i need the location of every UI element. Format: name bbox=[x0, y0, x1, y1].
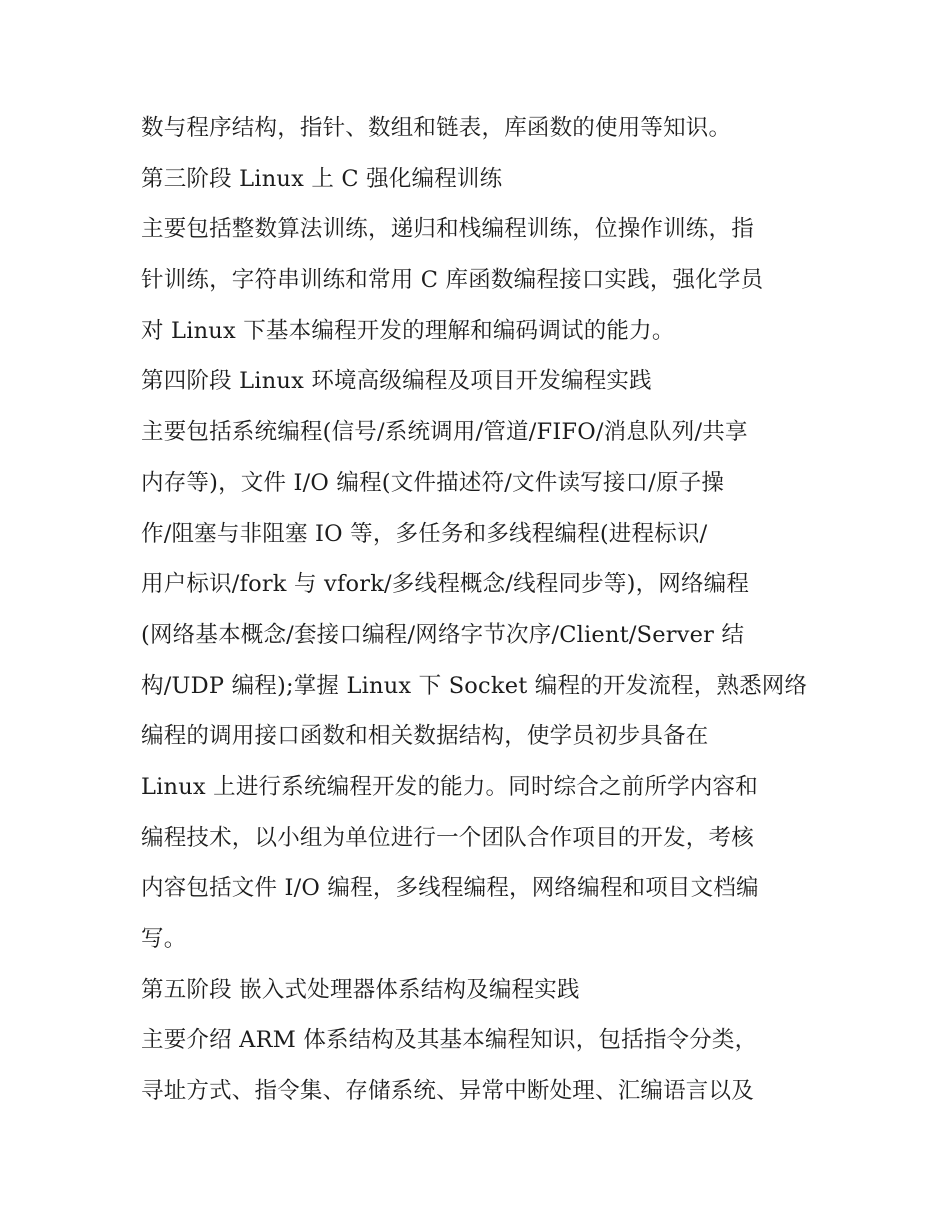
text-line: 写。 bbox=[141, 926, 187, 952]
text-line: 用户标识/fork 与 vfork/多线程概念/线程同步等)，网络编程 bbox=[141, 571, 750, 598]
text-line: 数与程序结构，指针、数组和链表，库函数的使用等知识。 bbox=[141, 115, 732, 141]
text-line: Linux 上进行系统编程开发的能力。同时综合之前所学内容和 bbox=[141, 773, 758, 800]
text-line: 寻址方式、指令集、存储系统、异常中断处理、汇编语言以及 bbox=[141, 1078, 754, 1105]
text-line: 对 Linux 下基本编程开发的理解和编码调试的能力。 bbox=[141, 317, 675, 344]
text-line: 构/UDP 编程);掌握 Linux 下 Socket 编程的开发流程，熟悉网络 bbox=[141, 672, 808, 699]
text-line: 针训练，字符串训练和常用 C 库函数编程接口实践，强化学员 bbox=[141, 267, 764, 294]
section-heading-stage-4: 第四阶段 Linux 环境高级编程及项目开发编程实践 bbox=[141, 368, 652, 395]
text-line: 主要包括整数算法训练，递归和栈编程训练，位操作训练，指 bbox=[141, 216, 754, 243]
text-line: 作/阻塞与非阻塞 IO 等，多任务和多线程编程(进程标识/ bbox=[141, 520, 708, 547]
text-line: 主要包括系统编程(信号/系统调用/管道/FIFO/消息队列/共享 bbox=[141, 419, 748, 446]
text-line: (网络基本概念/套接口编程/网络字节次序/Client/Server 结 bbox=[141, 621, 745, 648]
text-line: 内容包括文件 I/O 编程，多线程编程，网络编程和项目文档编 bbox=[141, 875, 759, 902]
document-body bbox=[141, 103, 821, 1117]
section-heading-stage-5: 第五阶段 嵌入式处理器体系结构及编程实践 bbox=[141, 976, 580, 1003]
text-line: 主要介绍 ARM 体系结构及其基本编程知识，包括指令分类， bbox=[141, 1027, 758, 1054]
text-line: 内存等)，文件 I/O 编程(文件描述符/文件读写接口/原子操 bbox=[141, 469, 725, 496]
text-line: 编程技术，以小组为单位进行一个团队合作项目的开发，考核 bbox=[141, 824, 754, 851]
section-heading-stage-3: 第三阶段 Linux 上 C 强化编程训练 bbox=[141, 165, 503, 192]
text-line: 编程的调用接口函数和相关数据结构，使学员初步具备在 bbox=[141, 723, 709, 750]
